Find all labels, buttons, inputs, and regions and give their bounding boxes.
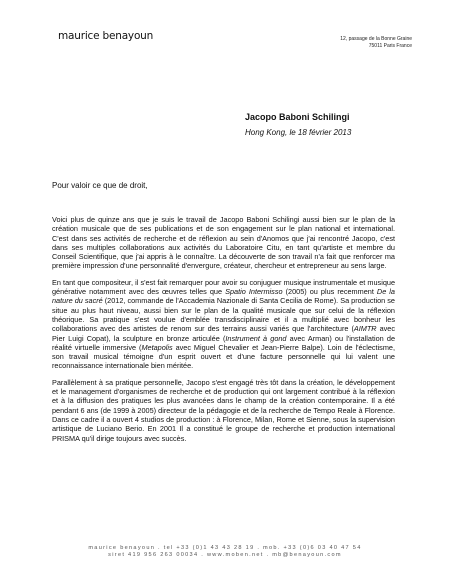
footer-legal-line: siret 419 956 263 00034 . www.moben.net . mb@benayoun.com <box>108 552 342 558</box>
work-title: De la nature du sacré <box>52 287 395 306</box>
letter-footer <box>0 545 450 559</box>
work-title: Instrument à gond <box>225 333 287 343</box>
letter-body <box>52 215 395 450</box>
paragraph-2-text: (2012, commande de l'Accademia Nazionale di Santa Cecilia de Rome). Sa production se situe au plus haut niveau, aussi bien sur le plan de la qualité musicale que sur celui de la réflexion théorique. Sa pratique s'est voulue d'emblée transdisciplinaire et il a multiplié avec bonheur les collaborations avec des artistes de renom sur des terrains aussi variés que l'architecture ( <box>52 296 395 334</box>
paragraph-2 <box>52 278 395 371</box>
footer-contact-line: maurice benayoun . tel +33 (0)1 43 43 28 19 . mob. +33 (0)6 03 40 47 54 <box>88 545 362 551</box>
recipient-name: Jacopo Baboni Schilingi <box>245 112 350 122</box>
letterhead-brand: maurice benayoun <box>58 30 154 42</box>
paragraph-2-text: avec Pier Luigi Copat), la sculpture en bronze articulée ( <box>52 324 395 343</box>
paragraph-1: Voici plus de quinze ans que je suis le travail de Jacopo Baboni Schilingi aussi bien sur le plan de la création musicale que de ses publications et de son engagement sur le plan national et international. C'est dans ses activités de recherche et de réflexion au sein d'Anomos que j'ai rencontré Jacopo, c'est dans ses multiples collaborations aux activités du Laboratoire Citu, en tant qu'artiste et membre du Conseil Scientifique, que j'ai appris à le connaître. La découverte de son travail n'a fait que renforcer ma première impression d'une personnalité d'envergure, créateur, chercheur et entrepreneur au sens large. <box>52 215 395 271</box>
work-title: Metapolis <box>141 342 173 352</box>
work-title: AIMTR <box>353 324 377 334</box>
address-line-2: 75011 Paris France <box>368 42 412 49</box>
place-and-date: Hong Kong, le 18 février 2013 <box>245 128 352 137</box>
paragraph-3: Parallèlement à sa pratique personnelle, Jacopo s'est engagé très tôt dans la création, le développement et le management d'organismes de recherche et de production qui ont largement contribué à la réflexion et à la diffusion des pratiques les plus avancées dans le champ de la création contemporaine. Il a été pendant 6 ans (de 1999 à 2005) directeur de la pédagogie et de la recherche de Tempo Reale à Florence. Dans ce cadre il a ouvert 4 studios de production : à Florence, Milan, Rome et Sienne, sous la supervision artistique de Luciano Berio. En 2001 Il a constitué le groupe de recherche et production international PRISMA qu'il dirige toujours avec succès. <box>52 377 395 443</box>
work-title: Spatio Intermisso <box>225 287 283 297</box>
paragraph-2-text: avec Arman) ou l'installation de réalité virtuelle immersive ( <box>52 333 395 352</box>
paragraph-2-text: En tant que compositeur, il s'est fait remarquer pour avoir su conjuguer musique instrumentale et musique générative notamment avec des œuvres telles que <box>52 277 395 297</box>
address-line-1: 12, passage de la Bonne Graine <box>340 36 412 42</box>
paragraph-2-text: (2005) ou plus recemment <box>282 287 377 297</box>
sender-address <box>340 36 412 49</box>
paragraph-2-text: avec Miguel Chevalier et Jean-Pierre Balpe). Loin de l'éclectisme, son travail musical témoigne d'un esprit ouvert et d'une facture personnelle qui lui valent une reconnaissance internationale bien méritée. <box>52 342 395 371</box>
salutation: Pour valoir ce que de droit, <box>52 181 148 190</box>
